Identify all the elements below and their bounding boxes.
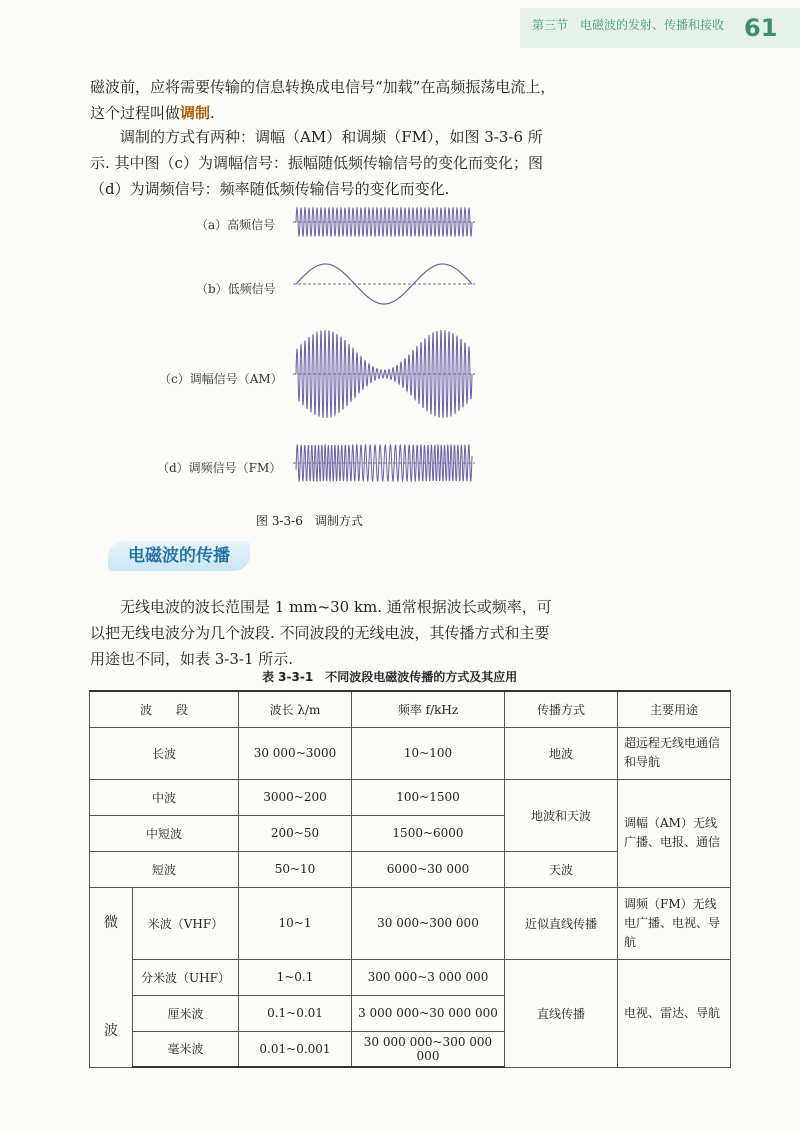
high-frequency-wave bbox=[296, 208, 472, 236]
cell-wavelength: 50~10 bbox=[239, 851, 352, 887]
section-title: 电磁波的传播 bbox=[108, 541, 250, 571]
paragraph-propagation: 无线电波的波长范围是 1 mm~30 km. 通常根据波长或频率，可以把无线电波分为几个波段. 不同波段的无线电波，其传播方式和主要用途也不同，如表 3-3-1 所示. bbox=[90, 598, 552, 668]
wave-band-table bbox=[89, 690, 731, 1068]
cell-band: 分米波（UHF） bbox=[133, 959, 239, 995]
header-wavelength: 波长 λ/m bbox=[239, 691, 352, 727]
header-band: 波 段 bbox=[90, 691, 239, 727]
cell-frequency: 100~1500 bbox=[352, 779, 505, 815]
cell-frequency: 300 000~3 000 000 bbox=[352, 959, 505, 995]
cell-band: 毫米波 bbox=[133, 1031, 239, 1067]
header-title: 第三节 电磁波的发射、传播和接收 bbox=[532, 18, 725, 32]
cell-wavelength: 1~0.1 bbox=[239, 959, 352, 995]
am-wave bbox=[296, 330, 472, 418]
header-frequency: 频率 f/kHz bbox=[352, 691, 505, 727]
cell-frequency: 1500~6000 bbox=[352, 815, 505, 851]
cell-use: 调幅（AM）无线广播、电报、通信 bbox=[618, 779, 731, 887]
cell-band: 长波 bbox=[90, 727, 239, 779]
table-header-row bbox=[90, 691, 731, 727]
table-row bbox=[90, 887, 731, 959]
cell-wavelength: 30 000~3000 bbox=[239, 727, 352, 779]
wave-label-c: （c）调幅信号（AM） bbox=[159, 372, 283, 386]
table-caption: 表 3-3-1 不同波段电磁波传播的方式及其应用 bbox=[262, 670, 518, 684]
cell-use: 电视、雷达、导航 bbox=[618, 959, 731, 1067]
cell-wavelength: 3000~200 bbox=[239, 779, 352, 815]
cell-frequency: 30 000 000~300 000 000 bbox=[352, 1031, 505, 1067]
page-number: 61 bbox=[744, 14, 778, 42]
cell-frequency: 30 000~300 000 bbox=[352, 887, 505, 959]
cell-frequency: 3 000 000~30 000 000 bbox=[352, 995, 505, 1031]
paragraph-modulation: 调制的方式有两种：调幅（AM）和调频（FM），如图 3-3-6 所示. 其中图（c）为调幅信号：振幅随低频传输信号的变化而变化；图（d）为调频信号：频率随低频传输信号的变化而变化. bbox=[90, 128, 543, 198]
modulation-figure bbox=[150, 198, 530, 498]
cell-frequency: 10~100 bbox=[352, 727, 505, 779]
cell-microwave-label: 微 波 bbox=[90, 887, 133, 1067]
cell-use: 调频（FM）无线电广播、电视、导航 bbox=[618, 887, 731, 959]
wave-label-a: （a）高频信号 bbox=[196, 218, 276, 232]
cell-band: 中波 bbox=[90, 779, 239, 815]
table-row bbox=[90, 779, 731, 815]
cell-band: 中短波 bbox=[90, 815, 239, 851]
cell-use: 超远程无线电通信和导航 bbox=[618, 727, 731, 779]
cell-band: 厘米波 bbox=[133, 995, 239, 1031]
cell-mode: 直线传播 bbox=[505, 959, 618, 1067]
cell-wavelength: 0.01~0.001 bbox=[239, 1031, 352, 1067]
cell-band: 短波 bbox=[90, 851, 239, 887]
wave-label-d: （d）调频信号（FM） bbox=[157, 461, 282, 475]
table-row bbox=[90, 959, 731, 995]
cell-band: 米波（VHF） bbox=[133, 887, 239, 959]
cell-wavelength: 200~50 bbox=[239, 815, 352, 851]
fm-wave bbox=[296, 445, 472, 481]
cell-frequency: 6000~30 000 bbox=[352, 851, 505, 887]
term-modulation: 调制 bbox=[180, 104, 211, 122]
table-row bbox=[90, 727, 731, 779]
cell-wavelength: 10~1 bbox=[239, 887, 352, 959]
cell-mode: 地波 bbox=[505, 727, 618, 779]
header-use: 主要用途 bbox=[618, 691, 731, 727]
header-mode: 传播方式 bbox=[505, 691, 618, 727]
cell-mode: 近似直线传播 bbox=[505, 887, 618, 959]
cell-wavelength: 0.1~0.01 bbox=[239, 995, 352, 1031]
cell-mode: 天波 bbox=[505, 851, 618, 887]
cell-mode: 地波和天波 bbox=[505, 779, 618, 851]
wave-label-b: （b）低频信号 bbox=[196, 282, 276, 296]
paragraph-intro: 磁波前，应将需要传输的信息转换成电信号“加载”在高频振荡电流上，这个过程叫做调制. bbox=[90, 78, 556, 122]
figure-caption: 图 3-3-6 调制方式 bbox=[256, 514, 363, 528]
